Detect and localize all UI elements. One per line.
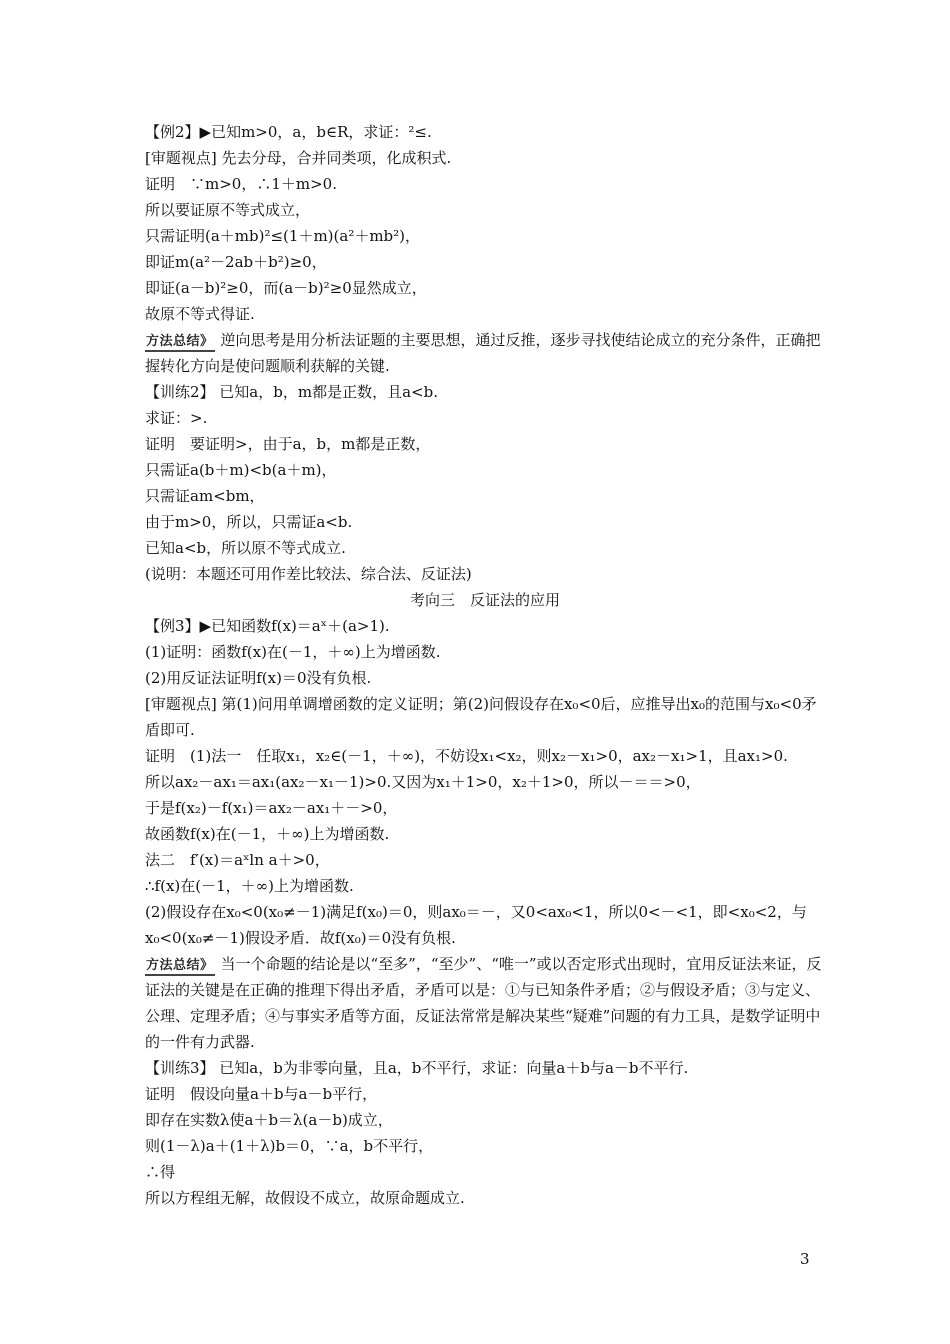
method-summary-tag: 方法总结》	[145, 958, 215, 976]
text-line: [审题视点] 先去分母，合并同类项，化成积式.	[145, 149, 452, 167]
section-title: 考向三 反证法的应用	[409, 591, 560, 609]
exercise3-title: 【训练3】 已知a，b为非零向量，且a，b不平行，求证：向量a＋b与a－b不平行.	[145, 1059, 689, 1077]
text-line: 证明 假设向量a＋b与a－b平行，	[145, 1085, 378, 1103]
text-line: 所以方程组无解，故假设不成立，故原命题成立.	[145, 1189, 465, 1207]
text-line: 由于m>0，所以，只需证a<b.	[145, 513, 353, 531]
text-line: 所以要证原不等式成立，	[145, 201, 311, 219]
method-summary-tag: 方法总结》	[145, 334, 215, 352]
text-line: 只需证a(b＋m)<b(a＋m)，	[145, 461, 337, 479]
text-line: 只需证am<bm，	[145, 487, 265, 505]
text-line: (1)证明：函数f(x)在(－1，＋∞)上为增函数.	[145, 643, 441, 661]
text-line: ∴得	[145, 1163, 176, 1181]
text-line: 所以ax₂－ax₁＝ax₁(ax₂－x₁－1)>0.又因为x₁＋1>0，x₂＋1>0，所以－＝＝>0，	[145, 773, 701, 791]
text-line: ∴f(x)在(－1，＋∞)上为增函数.	[145, 877, 354, 895]
text-line: 即存在实数λ使a＋b＝λ(a－b)成立，	[145, 1111, 393, 1129]
exercise2-title: 【训练2】 已知a，b，m都是正数，且a<b.	[145, 383, 438, 401]
text-line: 求证：>.	[145, 409, 208, 427]
page-content	[145, 119, 825, 1211]
method-summary-2	[145, 951, 825, 1055]
page-number: 3	[800, 1250, 810, 1268]
text-paragraph: [审题视点] 第(1)问用单调增函数的定义证明；第(2)问假设存在x₀<0后，应推导出x₀的范围与x₀<0矛盾即可.	[145, 695, 817, 739]
text-paragraph: 证明 (1)法一 任取x₁，x₂∈(－1，＋∞)，不妨设x₁<x₂，则x₂－x₁>0，ax₂－x₁>1，且ax₁>0.	[145, 747, 788, 765]
text-line: 即证(a－b)²≥0，而(a－b)²≥0显然成立，	[145, 279, 427, 297]
text-line: 故原不等式得证.	[145, 305, 255, 323]
text-line: 则(1－λ)a＋(1＋λ)b＝0，∵a，b不平行，	[145, 1137, 434, 1155]
method-summary-1	[145, 327, 825, 379]
example3-title: 【例3】▶已知函数f(x)＝aˣ＋(a>1).	[145, 617, 390, 635]
text-line: 即证m(a²－2ab＋b²)≥0，	[145, 253, 327, 271]
method-summary-text: 当一个命题的结论是以“至多”，“至少”、“唯一”或以否定形式出现时，宜用反证法来证，反证法的关键是在正确的推理下得出矛盾，矛盾可以是：①与已知条件矛盾；②与假设矛盾；③与定义、公理、定理矛盾；④与事实矛盾等方面，反证法常常是解决某些“疑难”问题的有力工具，是数学证明中的一件有力武器.	[145, 955, 822, 1051]
text-paragraph: (2)假设存在x₀<0(x₀≠－1)满足f(x₀)＝0，则ax₀＝－，又0<ax₀<1，所以0<－<1，即<x₀<2，与x₀<0(x₀≠－1)假设矛盾．故f(x₀)＝0没有负根.	[145, 903, 807, 947]
text-line: (说明：本题还可用作差比较法、综合法、反证法)	[145, 565, 472, 583]
text-line: 法二 f′(x)＝aˣln a＋>0，	[145, 851, 330, 869]
text-line: 已知a<b，所以原不等式成立.	[145, 539, 346, 557]
method-summary-text: 逆向思考是用分析法证题的主要思想，通过反推，逐步寻找使结论成立的充分条件，正确把握转化方向是使问题顺利获解的关键.	[145, 331, 821, 375]
text-line: 证明 ∵m>0，∴1＋m>0.	[145, 175, 337, 193]
text-line: 证明 要证明>，由于a，b，m都是正数，	[145, 435, 431, 453]
text-line: (2)用反证法证明f(x)＝0没有负根.	[145, 669, 372, 687]
text-line: 于是f(x₂)－f(x₁)＝ax₂－ax₁＋－>0，	[145, 799, 398, 817]
example2-title: 【例2】▶已知m>0，a，b∈R，求证：²≤.	[145, 123, 432, 141]
text-line: 故函数f(x)在(－1，＋∞)上为增函数.	[145, 825, 390, 843]
text-line: 只需证明(a＋mb)²≤(1＋m)(a²＋mb²)，	[145, 227, 421, 245]
